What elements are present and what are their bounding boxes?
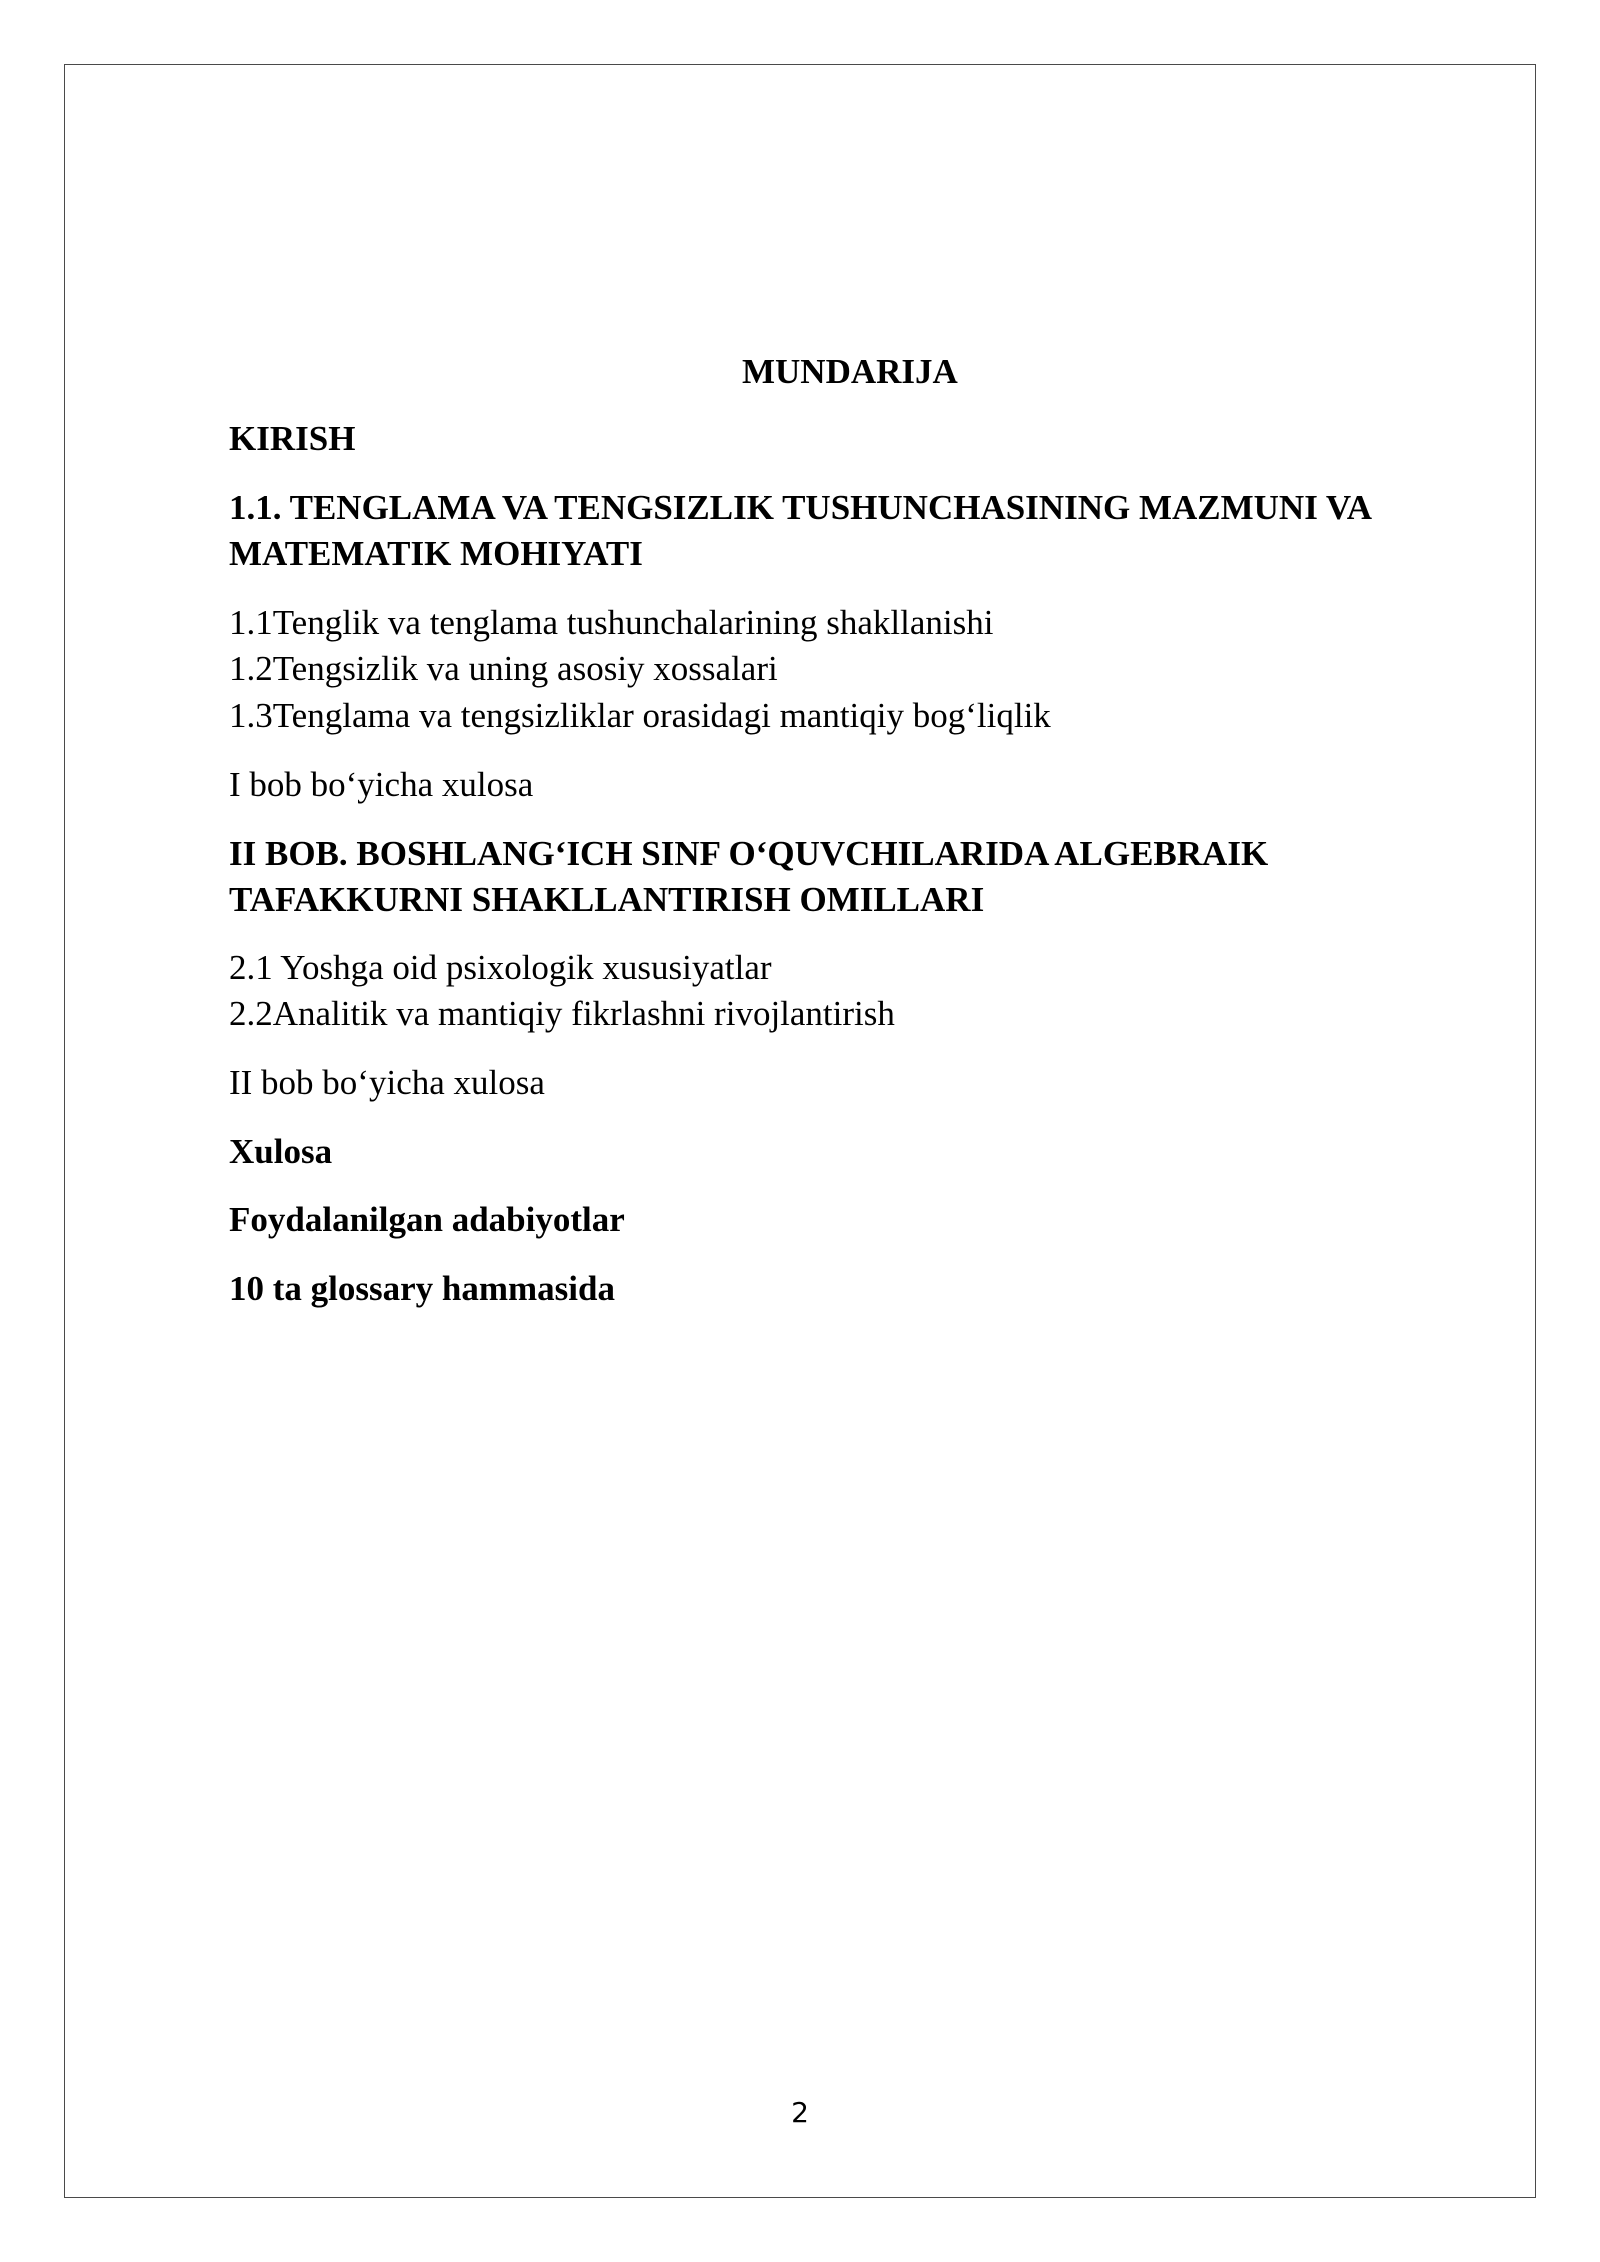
page-number: 2 — [791, 2096, 809, 2129]
toc-entry-chapter-1-summary: I bob bo‘yicha xulosa — [229, 765, 534, 804]
toc-entry-kirish: KIRISH — [229, 419, 356, 458]
toc-entry-section-2-2: 2.2Analitik va mantiqiy fikrlashni rivojlantirish — [229, 994, 895, 1033]
toc-entry-section-1-3: 1.3Tenglama va tengsizliklar orasidagi mantiqiy bog‘liqlik — [229, 696, 1051, 735]
toc-entry-references: Foydalanilgan adabiyotlar — [229, 1200, 625, 1239]
toc-entry-section-2-1: 2.1 Yoshga oid psixologik xususiyatlar — [229, 948, 772, 987]
toc-title: MUNDARIJA — [742, 352, 958, 391]
toc-entry-conclusion: Xulosa — [229, 1132, 333, 1171]
toc-entry-chapter-2-heading: II BOB. BOSHLANG‘ICH SINF O‘QUVCHILARIDA ALGEBRAIK TAFAKKURNI SHAKLLANTIRISH OMILLARI — [229, 834, 1269, 919]
toc-entry-glossary: 10 ta glossary hammasida — [229, 1269, 615, 1308]
toc-entry-chapter-2-summary: II bob bo‘yicha xulosa — [229, 1063, 545, 1102]
toc-entry-chapter-1-heading: 1.1. TENGLAMA VA TENGSIZLIK TUSHUNCHASINING MAZMUNI VA MATEMATIK MOHIYATI — [229, 488, 1371, 573]
toc-entry-section-1-1: 1.1Tenglik va tenglama tushunchalarining shakllanishi — [229, 603, 994, 642]
toc-entry-section-1-2: 1.2Tengsizlik va uning asosiy xossalari — [229, 649, 778, 688]
